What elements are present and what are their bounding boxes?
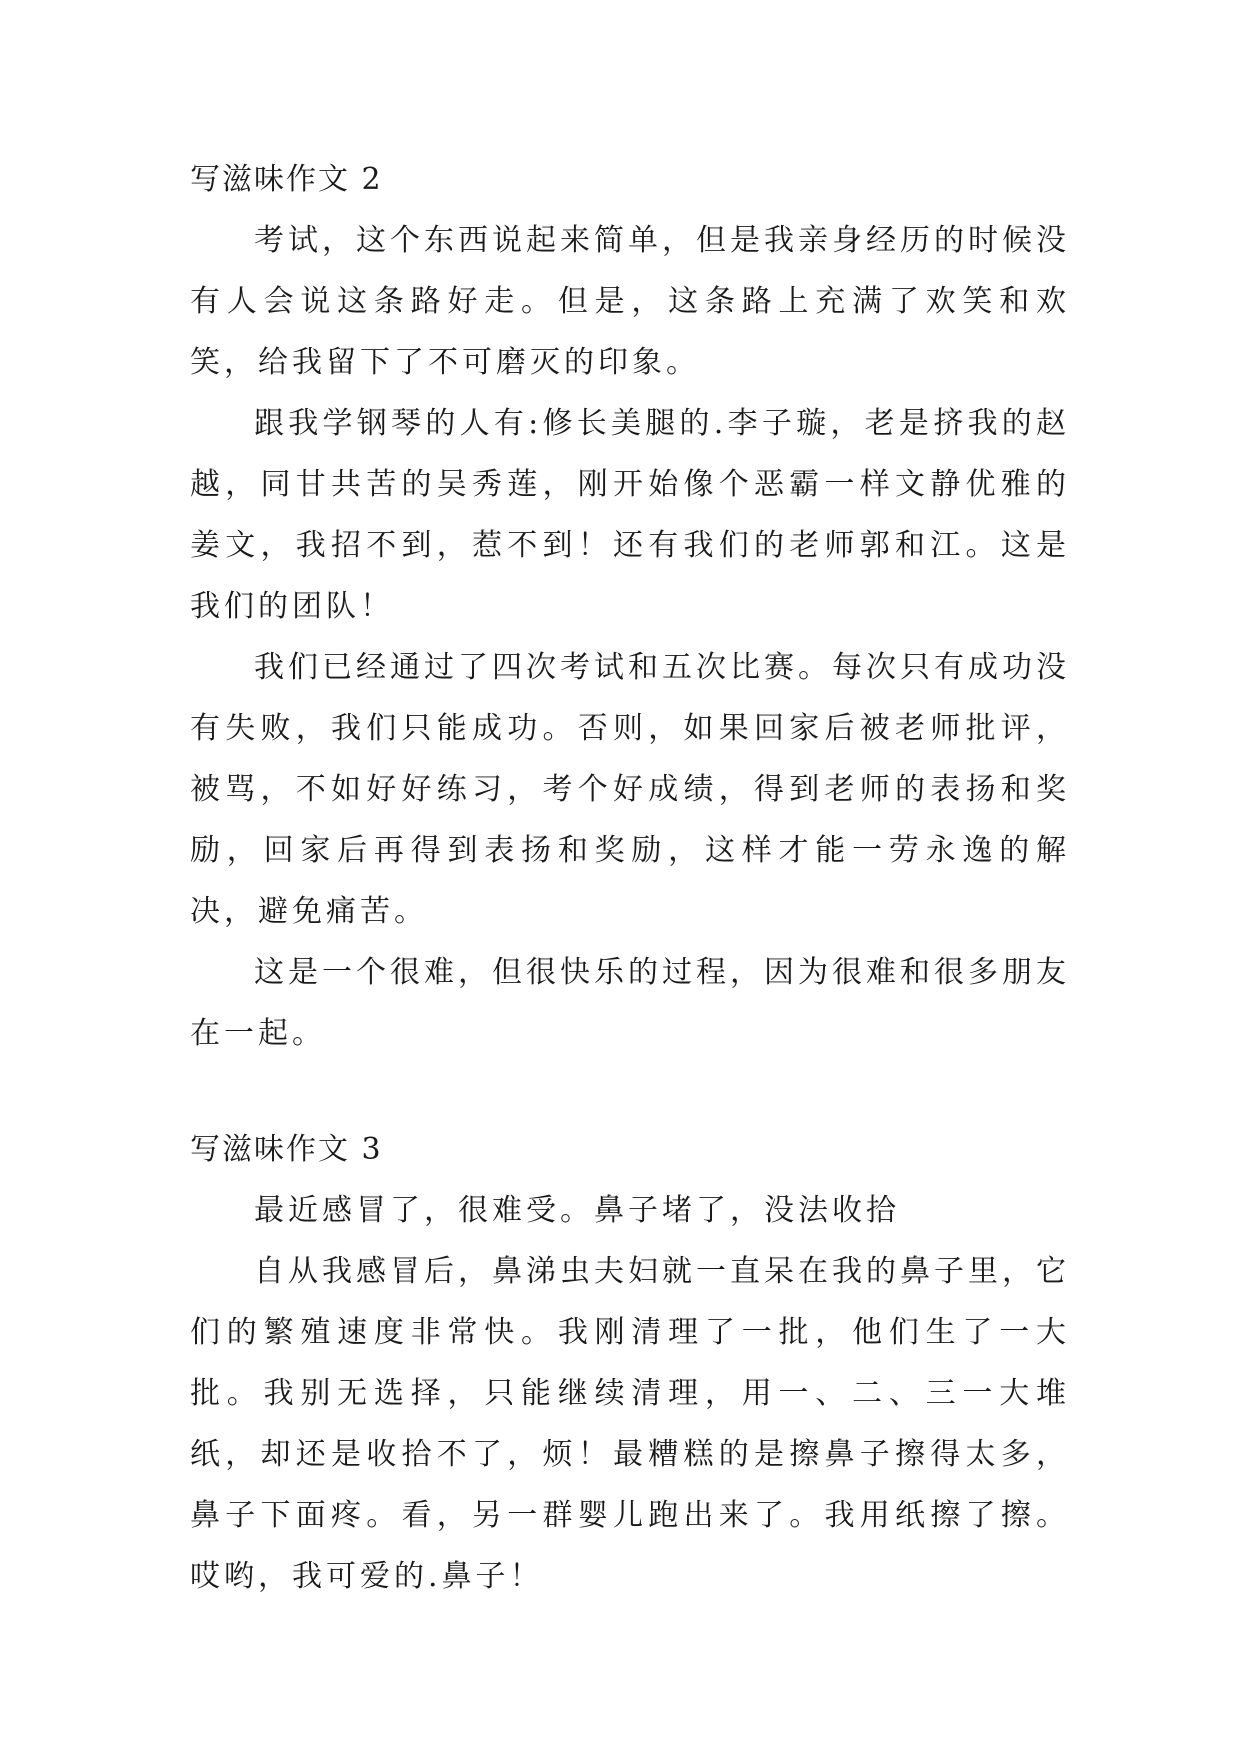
paragraph: 这是一个很难，但很快乐的过程，因为很难和很多朋友在一起。 [190,955,1070,1051]
essay-section-3 [190,1120,1070,1607]
document-page [190,150,1070,1607]
section-heading: 写滋味作文 3 [190,1132,383,1167]
paragraph: 最近感冒了，很难受。鼻子堵了，没法收拾 [254,1193,900,1228]
paragraph: 我们已经通过了四次考试和五次比赛。每次只有成功没有失败，我们只能成功。否则，如果回家后被老师批评，被骂，不如好好练习，考个好成绩，得到老师的表扬和奖励，回家后再得到表扬和奖励，这样才能一劳永逸的解决，避免痛苦。 [190,650,1070,929]
paragraph: 考试，这个东西说起来简单，但是我亲身经历的时候没有人会说这条路好走。但是，这条路上充满了欢笑和欢笑，给我留下了不可磨灭的印象。 [190,223,1070,380]
paragraph: 跟我学钢琴的人有:修长美腿的.李子璇，老是挤我的赵越，同甘共苦的吴秀莲，刚开始像个恶霸一样文静优雅的姜文，我招不到，惹不到！还有我们的老师郭和江。这是我们的团队！ [190,406,1070,624]
section-heading: 写滋味作文 2 [190,162,383,197]
essay-section-2 [190,150,1070,1064]
paragraph: 自从我感冒后，鼻涕虫夫妇就一直呆在我的鼻子里，它们的繁殖速度非常快。我刚清理了一批，他们生了一大批。我别无选择，只能继续清理，用一、二、三一大堆纸，却还是收拾不了，烦！最糟糕的是擦鼻子擦得太多，鼻子下面疼。看，另一群婴儿跑出来了。我用纸擦了擦。哎哟，我可爱的.鼻子！ [190,1254,1070,1594]
